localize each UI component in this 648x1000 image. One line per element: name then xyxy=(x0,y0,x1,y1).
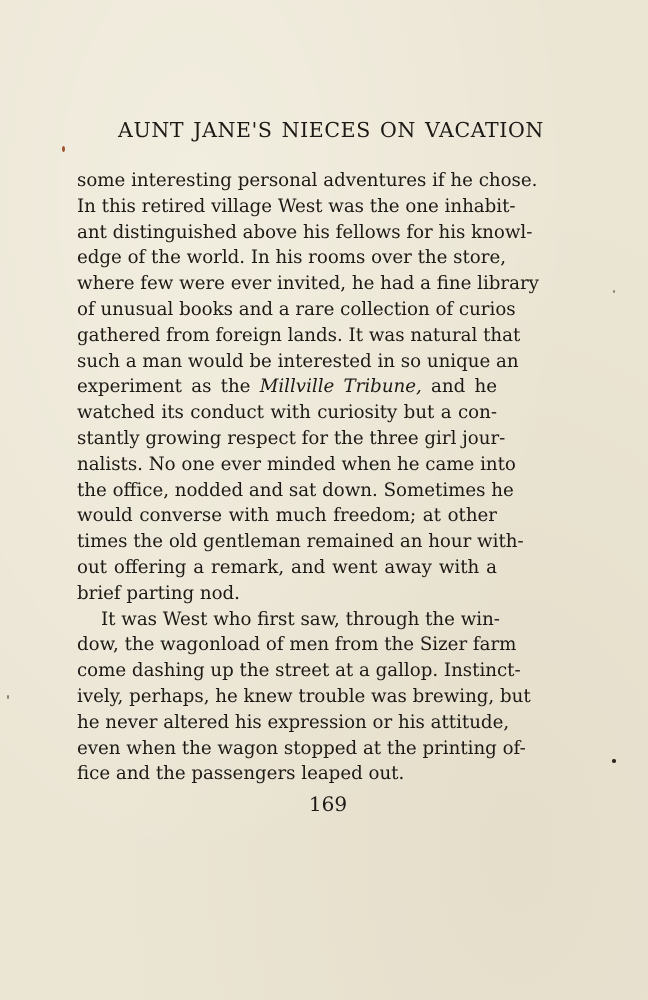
text-line: some interesting personal adventures if he chose. xyxy=(77,170,538,191)
text-line: of unusual books and a rare collection of curios xyxy=(77,298,516,320)
text-line: come dashing up the street at a gallop. Instinct- xyxy=(77,660,521,682)
text-line: the office, nodded and sat down. Sometimes he xyxy=(77,479,514,501)
text-line: where few were ever invited, he had a fine library xyxy=(77,273,539,295)
text-line: dow, the wagonload of men from the Sizer farm xyxy=(77,634,517,656)
text-line: even when the wagon stopped at the printing of- xyxy=(77,737,526,759)
text-line: nalists. No one ever minded when he came into xyxy=(77,453,516,475)
ink-speck xyxy=(612,759,616,763)
ink-speck xyxy=(613,290,615,293)
page-number: 169 xyxy=(308,792,348,816)
text-line-with-title xyxy=(77,374,497,400)
text-line: edge of the world. In his rooms over the store, xyxy=(77,247,506,269)
text-line: ively, perhaps, he knew trouble was brewing, but xyxy=(77,685,531,707)
running-head: AUNT JANE'S NIECES ON VACATION xyxy=(118,118,544,142)
ink-speck xyxy=(62,146,65,152)
body-text xyxy=(77,168,539,787)
text-line: times the old gentleman remained an hour with- xyxy=(77,531,524,553)
text-line: fice and the passengers leaped out. xyxy=(77,763,405,785)
text-line: such a man would be interested in so unique an xyxy=(77,350,519,372)
text-line: ant distinguished above his fellows for his knowl- xyxy=(77,221,533,243)
text-line: out offering a remark, and went away with a xyxy=(77,556,497,578)
text-line: he never altered his expression or his attitude, xyxy=(77,711,510,733)
text-fragment: experiment as the xyxy=(77,376,260,398)
text-line: brief parting nod. xyxy=(77,582,240,604)
text-line: would converse with much freedom; at other xyxy=(77,505,497,527)
text-line: stantly growing respect for the three girl jour- xyxy=(77,427,506,449)
text-line: watched its conduct with curiosity but a con- xyxy=(77,402,497,424)
text-line: In this retired village West was the one inhabit- xyxy=(77,195,516,217)
text-line: gathered from foreign lands. It was natural that xyxy=(77,324,521,346)
ink-speck xyxy=(7,695,9,699)
text-line: It was West who first saw, through the win- xyxy=(101,608,500,630)
newspaper-title: Millville Tribune, xyxy=(259,376,422,398)
text-fragment: and he xyxy=(421,376,497,398)
